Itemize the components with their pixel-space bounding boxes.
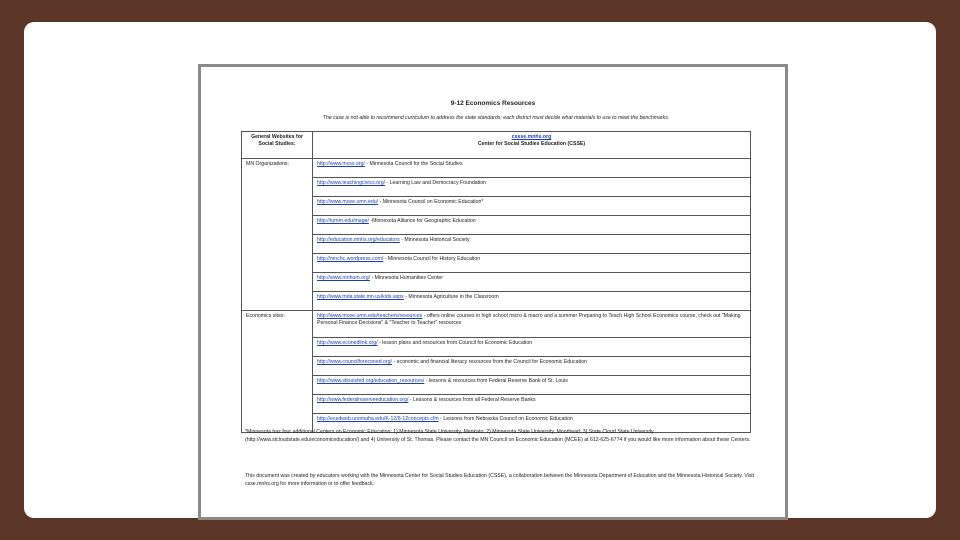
slide-background — [24, 22, 936, 518]
resource-desc: - Minnesota Council for the Social Studies — [364, 161, 463, 167]
table-row — [242, 292, 751, 311]
closing-paragraph: This document was created by educators working with the Minnesota Center for Social Studies Education (CSSE), a collaboration between the Minnesota Department of Education and the Minnesota Historical Society. Visit csse.mnhs.org for more information or to offer feedback. — [245, 473, 755, 487]
table-row — [242, 159, 751, 178]
resource-link[interactable]: http://www.mnhum.org/ — [317, 275, 371, 281]
table-row — [242, 395, 751, 414]
resource-link[interactable]: http://tumm.edu/mage/ — [317, 218, 369, 224]
document-subtitle: The case is not able to recommend curriculum to address the state standards; each district must decide what materials to use to meet the benchmarks. — [322, 115, 670, 121]
table-header-row — [242, 132, 751, 159]
resource-desc: - lessons & resources from Federal Reserve Bank of St. Louis — [424, 378, 568, 384]
header-link[interactable]: cssse.mnhs.org — [511, 134, 552, 140]
footnote: *Minnesota has four additional Centers on Economic Education: 1) Minnesota State University, Mankato; 2) Minnesota State University, Moorhead; 3) State Cloud State University (http://www.stcloudstate.edu/economiceducation/) and 4) University of St. Thomas. Please contact the MN Council on Economic Education (MCEE) at 612-625-6774 if you would like more information about these Centers. — [245, 429, 751, 443]
resource-link[interactable]: http://www.councilforeconed.org/ — [317, 359, 392, 365]
table-row — [242, 197, 751, 216]
resource-link[interactable]: http://www.stlouisfed.org/education_resources/ — [317, 378, 425, 384]
document-page — [198, 64, 788, 520]
resource-desc: - Lessons from Nebraska Council on Economic Education — [438, 416, 573, 422]
resource-desc: - offers online courses in high school micro & macro and a summer Preparing to Teach High School Economics course, check out "Making Personal Finance Decisions" & "Teacher to Teacher" resources — [317, 313, 741, 326]
resource-cell — [313, 159, 751, 178]
table-row — [242, 338, 751, 357]
resource-link[interactable]: http://www.mda.state.mn.us/kids.aspx — [317, 294, 404, 300]
table-row — [242, 178, 751, 197]
resource-desc: - economic and financial literacy resources from the Council for Economic Education — [391, 359, 587, 365]
resource-cell — [313, 338, 751, 357]
resource-desc: - Minnesota Humanities Center — [370, 275, 444, 281]
table-row — [242, 376, 751, 395]
resource-cell — [313, 235, 751, 254]
header-category: General Websites for Social Studies: — [242, 132, 313, 159]
table-row — [242, 254, 751, 273]
resource-cell — [313, 197, 751, 216]
resource-desc: - Minnesota Historical Society — [399, 237, 470, 243]
resource-desc: - lesson plans and resources from Council for Economic Education — [377, 340, 533, 346]
resource-desc: - Lessons & resources from all Federal Reserve Banks — [408, 397, 536, 403]
resource-cell — [313, 254, 751, 273]
document-title: 9-12 Economics Resources — [450, 100, 536, 107]
resource-cell — [313, 292, 751, 311]
header-desc: Center for Social Studies Education (CSSE) — [477, 141, 586, 147]
resource-cell — [313, 395, 751, 414]
resource-desc: - Minnesota Council for History Education — [383, 256, 481, 262]
resources-table — [241, 131, 751, 433]
resource-desc: - Minnesota Council on Economic Education* — [378, 199, 484, 205]
resource-cell — [313, 357, 751, 376]
resource-cell — [313, 273, 751, 292]
table-row — [242, 357, 751, 376]
resource-cell — [313, 178, 751, 197]
resource-cell — [313, 216, 751, 235]
resource-link[interactable]: http://mnchc.wordpress.com/ — [317, 256, 384, 262]
resource-desc: - Minnesota Agriculture in the Classroom — [403, 294, 499, 300]
table-row — [242, 311, 751, 338]
resource-cell — [313, 376, 751, 395]
resource-desc: -Minnesota Alliance for Geographic Education — [368, 218, 476, 224]
mn-organizations-label: MN Organizations: — [242, 159, 313, 311]
resource-link[interactable]: http://www.mcss.org/ — [317, 161, 365, 167]
resource-link[interactable]: http://www.mcee.umn.edu/ — [317, 199, 379, 205]
economics-sites-label: Economics sites: — [242, 311, 313, 433]
table-row — [242, 216, 751, 235]
resource-link[interactable]: http://www.teachingcivics.org/ — [317, 180, 386, 186]
resource-cell — [313, 311, 751, 338]
table-row — [242, 235, 751, 254]
resource-link[interactable]: http://www.federalreserveeducation.org/ — [317, 397, 409, 403]
resource-link[interactable]: http://ecedweb.unomaha.edu/K-12/6-12concepts.cfm — [317, 416, 439, 422]
table-row — [242, 273, 751, 292]
resource-link[interactable]: http://www.mcee.umn.edu/teachers/resources — [317, 313, 423, 319]
resource-link[interactable]: http://www.econedlink.org/ — [317, 340, 378, 346]
resource-link[interactable]: http://education.mnhs.org/educators — [317, 237, 400, 243]
resource-desc: - Learning Law and Democracy Foundation — [385, 180, 486, 186]
header-cell — [313, 132, 751, 159]
